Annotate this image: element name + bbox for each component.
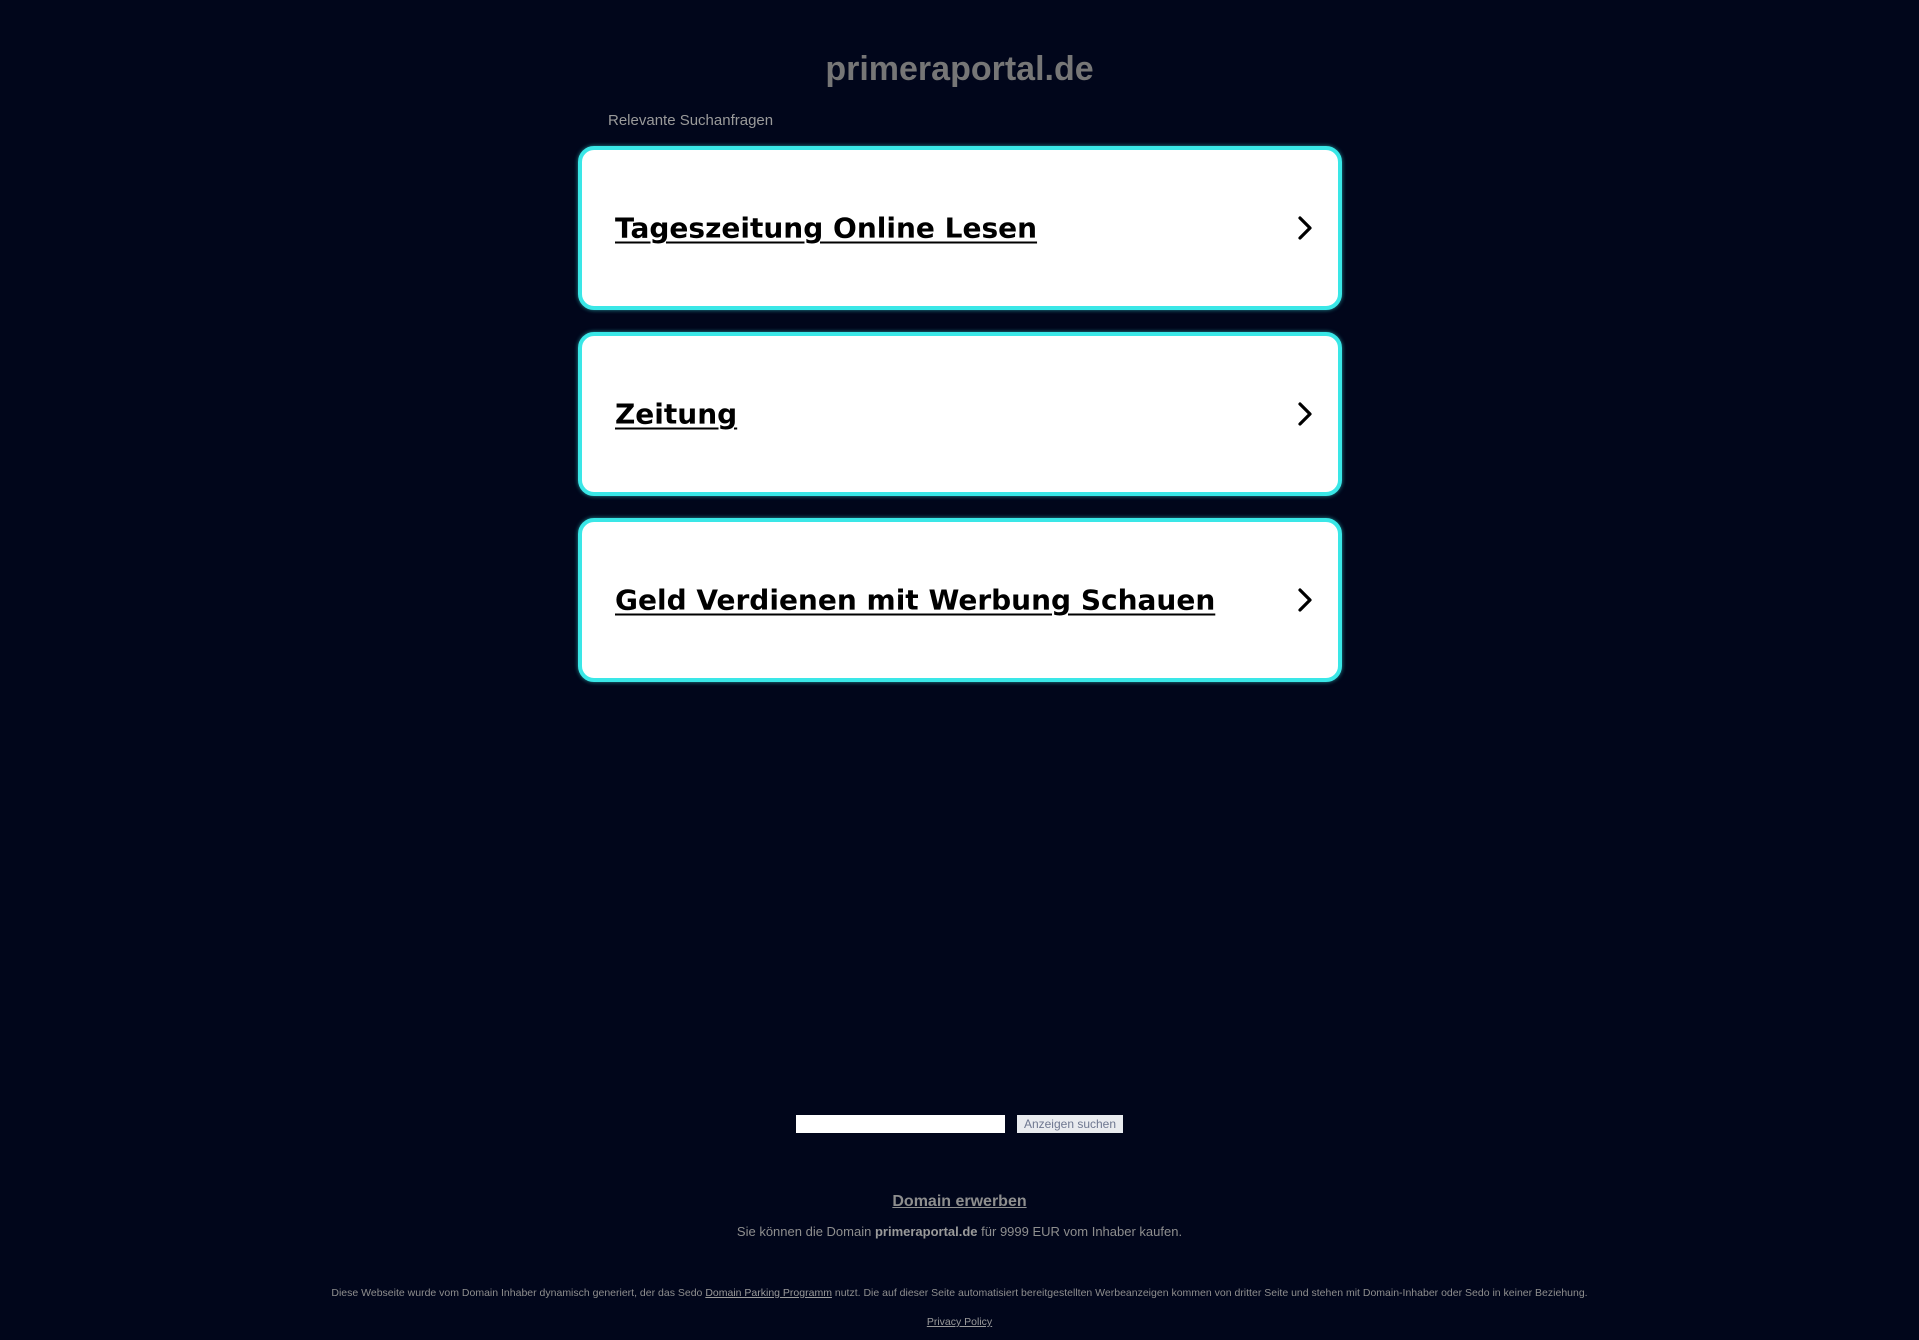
related-search-link[interactable]: Zeitung	[615, 397, 738, 431]
buy-domain-text	[0, 1224, 1919, 1240]
privacy-policy	[0, 1315, 1919, 1329]
domain-title: primeraportal.de	[825, 50, 1094, 88]
buy-domain-name: primeraportal.de	[874, 1224, 978, 1239]
chevron-right-icon	[1292, 587, 1318, 613]
buy-text-after: für 9999 EUR vom Inhaber kaufen.	[977, 1224, 1183, 1239]
disclaimer-text-before: Diese Webseite wurde vom Domain Inhaber dynamisch generiert, der das Sedo	[331, 1287, 706, 1299]
related-search-card[interactable]	[578, 332, 1342, 496]
buy-text-before: Sie können die Domain	[736, 1224, 875, 1239]
domain-parking-program-link[interactable]: Domain Parking Programm	[705, 1287, 832, 1299]
privacy-policy-link[interactable]: Privacy Policy	[926, 1316, 993, 1328]
chevron-right-icon	[1292, 401, 1318, 427]
ad-search-bar	[796, 1115, 1123, 1133]
related-search-link[interactable]: Geld Verdienen mit Werbung Schauen	[615, 583, 1216, 617]
disclaimer-text-after: nutzt. Die auf dieser Seite automatisiert bereitgestellten Werbeanzeigen kommen von dritter Seite und stehen mit Domain-Inhaber oder Sedo in keiner Beziehung.	[831, 1287, 1588, 1299]
related-search-card[interactable]	[578, 146, 1342, 310]
parking-disclaimer	[0, 1286, 1919, 1300]
ad-search-button[interactable]: Anzeigen suchen	[1017, 1115, 1123, 1133]
related-searches-list	[578, 146, 1342, 682]
ad-search-input[interactable]	[796, 1115, 1005, 1133]
buy-domain-link[interactable]: Domain erwerben	[892, 1193, 1027, 1210]
chevron-right-icon	[1292, 215, 1318, 241]
related-searches-label: Relevante Suchanfragen	[608, 112, 774, 129]
related-search-card[interactable]	[578, 518, 1342, 682]
related-search-link[interactable]: Tageszeitung Online Lesen	[615, 211, 1038, 245]
buy-domain-heading	[0, 1192, 1919, 1212]
